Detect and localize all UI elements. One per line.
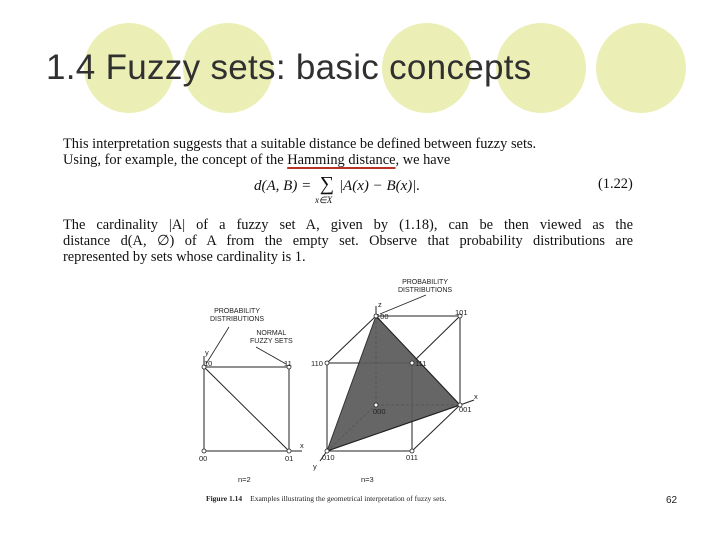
right-prob-label: [398, 279, 452, 295]
sum-symbol: ∑: [319, 173, 335, 195]
figure-diagrams: [58, 130, 650, 515]
label-110: 110: [311, 359, 323, 368]
right-n-label: n=3: [361, 475, 374, 484]
left-normal-label-line2: FUZZY SETS: [250, 338, 293, 345]
label-011: 011: [406, 453, 418, 462]
page-number: 62: [666, 495, 678, 506]
equation-lhs: d(A, B) =: [254, 178, 315, 194]
left-normal-label: [250, 330, 293, 346]
para1-line1: This interpretation suggests that a suitable distance be defined between fuzzy sets.: [63, 136, 537, 152]
label-111: 111: [415, 359, 427, 368]
right-prob-label-line2: DISTRIBUTIONS: [398, 287, 453, 294]
para2-line2: distance d(A, ∅) of A from the empty set. Observe that probability distributions are: [63, 233, 633, 249]
slide-title: 1.4 Fuzzy sets: basic concepts: [46, 48, 532, 87]
vertex-01: [287, 449, 291, 453]
left-prob-label: [210, 308, 264, 324]
label-10: 10: [204, 359, 213, 368]
vertex-00: [202, 449, 206, 453]
para2-line3: represented by sets whose cardinality is 1.: [63, 249, 306, 265]
right-prob-label-line1: PROBABILITY: [402, 279, 448, 286]
para1-line2-post: , we have: [395, 152, 451, 168]
equation-sub: x∈X: [314, 195, 333, 205]
leader-normal-left: [256, 347, 286, 364]
label-01: 01: [285, 454, 294, 463]
scanned-page: [58, 130, 650, 515]
left-axis-y: y: [205, 348, 209, 357]
figure-caption: [206, 494, 446, 503]
para2-line1: The cardinality |A| of a fuzzy set A, given by (1.18), can be then viewed as the: [63, 217, 633, 233]
square-diagonal: [204, 367, 289, 451]
vertex-111: [410, 361, 414, 365]
label-100: 100: [376, 312, 389, 321]
hamming-distance-highlight: Hamming distance: [287, 152, 396, 168]
para1-line2-pre: Using, for example, the concept of the: [63, 152, 288, 168]
label-001: 001: [459, 405, 472, 414]
label-11: 11: [284, 359, 292, 368]
caption-number: Figure 1.14: [206, 494, 243, 503]
left-n-label: n=2: [238, 475, 251, 484]
right-axis-z: z: [378, 300, 382, 309]
right-axis-x: x: [474, 392, 478, 401]
vertex-110: [325, 361, 329, 365]
label-00: 00: [199, 454, 208, 463]
label-000: 000: [373, 407, 386, 416]
right-axis-y: y: [313, 462, 317, 471]
caption-text: Examples illustrating the geometrical interpretation of fuzzy sets.: [250, 494, 447, 503]
left-prob-label-line1: PROBABILITY: [214, 308, 260, 315]
equation-rhs: |A(x) − B(x)|.: [338, 178, 421, 194]
left-prob-label-line2: DISTRIBUTIONS: [210, 316, 265, 323]
label-101: 101: [455, 308, 468, 317]
left-normal-label-line1: NORMAL: [256, 330, 287, 337]
left-axis-x: x: [300, 441, 304, 450]
decor-circle-5: [596, 23, 686, 113]
equation-number: (1.22): [598, 176, 633, 192]
label-010: 010: [322, 453, 335, 462]
cube-edge: [412, 316, 460, 363]
